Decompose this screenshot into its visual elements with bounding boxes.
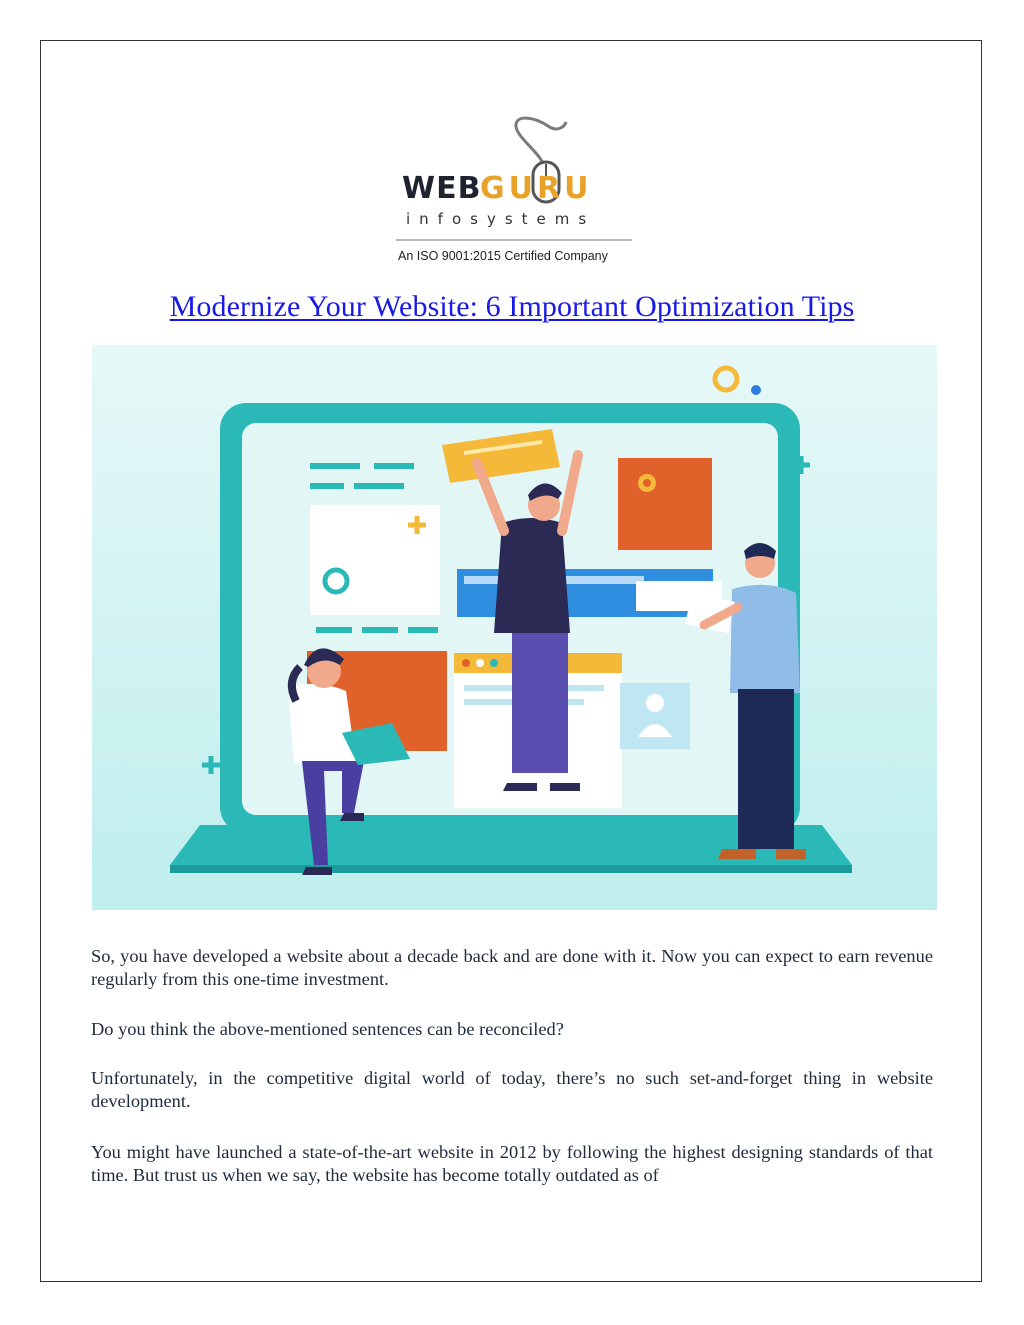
website-optimization-illustration [92, 345, 937, 910]
paragraph-competitive: Unfortunately, in the competitive digital world of today, there’s no such set-and-forget thing in website development. [91, 1068, 933, 1111]
logo-text-guru: GURU [480, 171, 593, 206]
paragraph-question: Do you think the above-mentioned sentences can be reconciled? [91, 1019, 564, 1039]
paragraph-intro: So, you have developed a website about a decade back and are done with it. Now you can expect to earn revenue regularly from this one-time investment. [91, 946, 933, 989]
logo-cert-text: An ISO 9001:2015 Certified Company [398, 249, 608, 263]
logo-text-web: WEB [402, 171, 482, 206]
paragraph-outdated: You might have launched a state-of-the-art website in 2012 by following the highest designing standards of that time. But trust us when we say, the website has become totally outdated as of [91, 1142, 933, 1185]
webguru-logo-mark [396, 116, 636, 266]
article-title[interactable]: Modernize Your Website: 6 Important Optimization Tips [169, 290, 855, 323]
company-logo [396, 116, 636, 266]
logo-text-sub: infosystems [406, 210, 596, 228]
hero-illustration [92, 345, 937, 910]
